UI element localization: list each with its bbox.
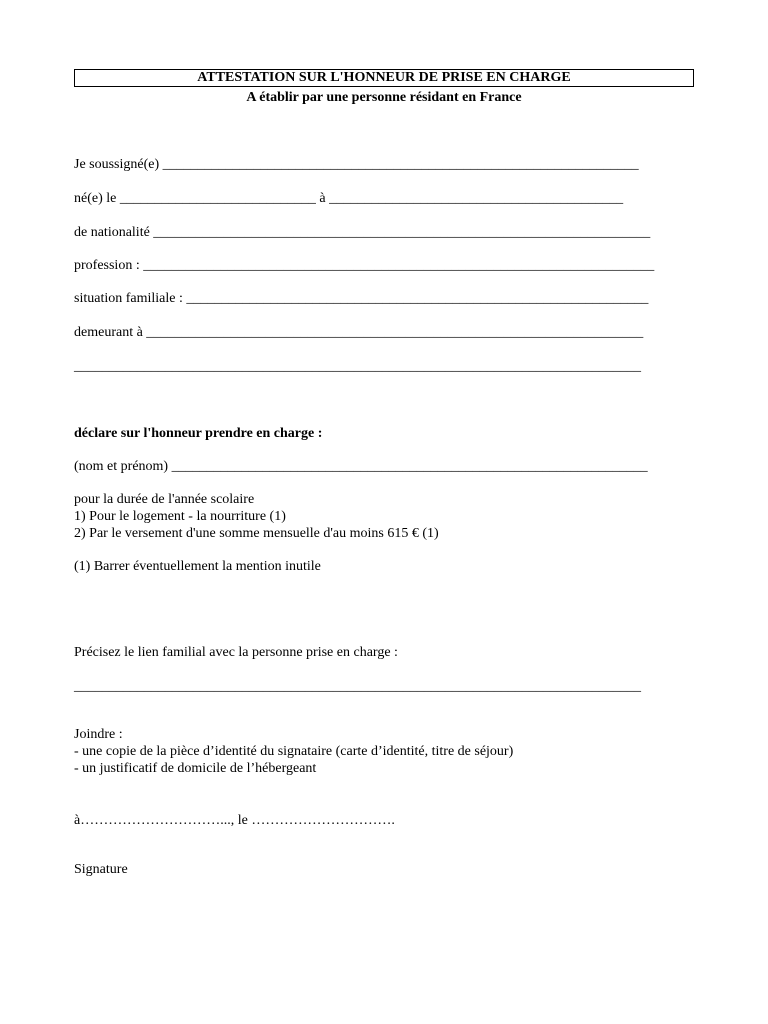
field-soussigne[interactable]: Je soussigné(e) ____________________________________________________________________ [74,157,639,172]
document-title: ATTESTATION SUR L'HONNEUR DE PRISE EN CHARGE [74,69,694,87]
field-birth-date-place[interactable]: né(e) le ____________________________ à __________________________________________ [74,191,624,206]
field-family-link[interactable]: _________________________________________________________________________________ [74,679,641,694]
field-place-date[interactable]: à…………………………..., le …………………………. [74,813,395,828]
attachment-id-copy: - une copie de la pièce d’identité du signataire (carte d’identité, titre de séjour) [74,744,514,759]
duration-text: pour la durée de l'année scolaire [74,492,255,507]
field-address[interactable]: demeurant à _______________________________________________________________________ [74,325,644,340]
attachment-proof-of-address: - un justificatif de domicile de l’hébergeant [74,761,317,776]
field-profession[interactable]: profession : _________________________________________________________________________ [74,258,655,273]
footnote: (1) Barrer éventuellement la mention inutile [74,559,321,574]
attachments-heading: Joindre : [74,727,123,742]
declaration-heading: déclare sur l'honneur prendre en charge : [74,426,323,441]
family-link-label: Précisez le lien familial avec la personne prise en charge : [74,645,398,660]
field-name-firstname[interactable]: (nom et prénom) ____________________________________________________________________ [74,459,648,474]
option-housing-food: 1) Pour le logement - la nourriture (1) [74,509,286,524]
document-subtitle: A établir par une personne résidant en France [246,90,522,105]
field-address-line2[interactable]: _________________________________________________________________________________ [74,359,641,374]
option-monthly-payment: 2) Par le versement d'une somme mensuelle d'au moins 615 € (1) [74,526,439,541]
field-family-situation[interactable]: situation familiale : __________________________________________________________________ [74,291,649,306]
signature-label: Signature [74,862,128,877]
field-nationality[interactable]: de nationalité _______________________________________________________________________ [74,225,651,240]
